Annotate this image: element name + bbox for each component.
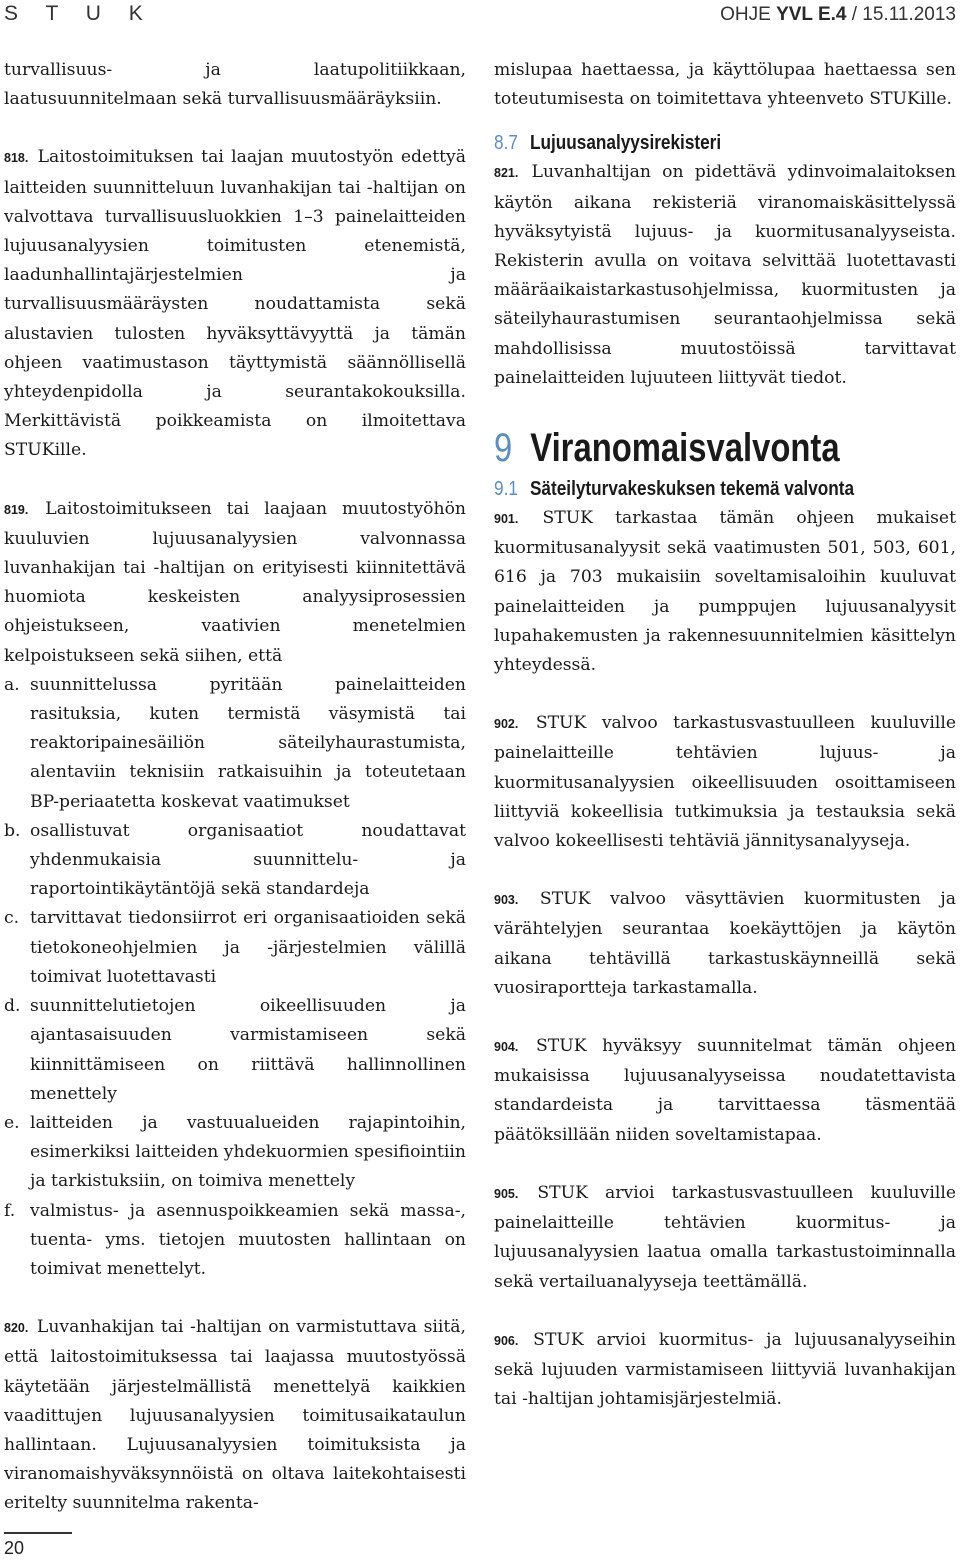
list-item	[4, 1197, 466, 1285]
section-title: Lujuusanalyysirekisteri	[529, 132, 722, 155]
paragraph-number: 901.	[494, 512, 519, 527]
paragraph-number: 821.	[494, 166, 519, 181]
publisher-name: S T U K	[4, 2, 154, 25]
paragraph-number: 902.	[494, 717, 519, 732]
paragraph-number: 906.	[494, 1333, 519, 1348]
chapter-title: Viranomaisvalvonta	[530, 426, 840, 471]
list-marker: b.	[4, 820, 21, 841]
continued-paragraph: mislupaa haettaessa, ja käyttölupaa haettaessa sen toteutumisesta on toimitettava yhteenveto STUKille.	[494, 60, 956, 110]
list-item-text: suunnittelussa pyritään painelaitteiden rasituksia, kuten termistä väsymistä tai reaktoripainesäiliön säteilyhaurastumista, alentaviin teknisiin ratkaisuihin ja toteutetaan BP-periaatetta koskevat vaatimukset	[30, 674, 466, 812]
list-item-text: valmistus- ja asennuspoikkeamien sekä massa-, tuenta- yms. tietojen muutosten hallintaan on toimivat menettelyt.	[30, 1200, 466, 1279]
list-item-text: laitteiden ja vastuualueiden rajapintoihin, esimerkiksi laitteiden yhdekuormien spesifiointiin ja tarkistuksiin, on toimiva menettely	[30, 1112, 466, 1192]
list-marker: c.	[4, 908, 20, 929]
paragraph-text: Luvanhakijan tai -haltijan on varmistuttava siitä, että laitostoimituksessa tai laajassa muutostyössä käytetään järjestelmällistä menettelyä kaikkien vaadittujen lujuusanalyysien toimitusaikataulun hallintaan. Lujuusanalyysien toimituksista ja viranomaishyväksynnöistä on oltava laitekohtaisesti eritelty suunnitelma rakenta-	[4, 1317, 467, 1514]
paragraph-821	[494, 158, 956, 393]
intro-paragraph: turvallisuus- ja laatupolitiikkaan, laatusuunnitelmaan sekä turvallisuusmääräyksiin.	[4, 60, 466, 110]
section-number: 8.7	[494, 132, 518, 155]
paragraph-text: STUK arvioi tarkastusvastuulleen kuuluville painelaitteille tehtävien kuormitus- ja lujuusanalyysien laatua omalla tarkastustoiminnalla sekä vertailuanalyyseja teettämällä.	[494, 1182, 957, 1292]
paragraph-902	[494, 709, 956, 856]
list-item	[4, 1109, 466, 1197]
paragraph-903	[494, 885, 956, 1003]
paragraph-text: STUK arvioi kuormitus- ja lujuusanalyyseihin sekä lujuuden varmistamiseen liittyviä luvanhakijan tai -haltijan johtamisjärjestelmiä.	[494, 1329, 957, 1410]
paragraph-905	[494, 1179, 956, 1297]
list-marker: e.	[4, 1112, 20, 1133]
left-column	[4, 56, 466, 1519]
paragraph-text: STUK tarkastaa tämän ohjeen mukaiset kuormitusanalyysit sekä vaatimusten 501, 503, 601, 616 ja 703 mukaisiin soveltamisaloihin kuuluvat painelaitteiden ja pumppujen lujuusanalyysit lupahakemusten ja rakennesuunnitelmien käsittelyn yhteydessä.	[494, 508, 957, 676]
paragraph-number: 818.	[4, 151, 29, 166]
list-item-text: tarvittavat tiedonsiirrot eri organisaatioiden sekä tietokoneohjelmien ja -järjestelmien välillä toimivat luotettavasti	[30, 908, 466, 987]
guide-code: YVL E.4	[776, 4, 847, 25]
paragraph-text: STUK hyväksyy suunnitelmat tämän ohjeen mukaisissa lujuusanalyyseissa noudatettavista standardeista ja tarvittaessa täsmentää päätöksillään niiden soveltamistapaa.	[494, 1036, 957, 1145]
paragraph-text: Luvanhaltijan on pidettävä ydinvoimalaitoksen käytön aikana rekisteriä viranomaiskäsittelyssä hyväksytyistä lujuus- ja kuormitusanalyyseista. Rekisterin avulla on voitava selvittää luotettavasti määräaikaistarkastusohjelmissa, kuormitusten ja säteilyhaurastumisen seurantaohjelmissa sekä mahdollisissa muutostöissä tarvittavat painelaitteiden lujuuteen liittyvät tiedot.	[494, 162, 956, 388]
chapter-heading-9	[494, 422, 873, 474]
paragraph-text: STUK valvoo tarkastusvastuulleen kuuluville painelaitteille tehtävien lujuus- ja kuormitusanalyysien oikeellisuuden osoittamiseen liittyviä kokeellisia tutkimuksia ja testauksia sekä valvoo kokeellisesti tehtäviä jännitysanalyyseja.	[494, 713, 956, 852]
paragraph-901	[494, 504, 956, 680]
paragraph-number: 904.	[494, 1040, 519, 1055]
list-marker: d.	[4, 996, 21, 1017]
section-title: Säteilyturvakeskuksen tekemä valvonta	[529, 478, 855, 501]
page-header	[0, 0, 960, 32]
list-item	[4, 817, 466, 905]
paragraph-number: 819.	[4, 502, 29, 517]
guide-date: / 15.11.2013	[846, 4, 956, 25]
paragraph-818	[4, 143, 466, 465]
list-item	[4, 671, 466, 817]
paragraph-text: Laitostoimituksen tai laajan muutostyön edettyä laitteiden suunnitteluun luvanhakijan tai -haltijan on valvottava turvallisuusluokkien 1–3 painelaitteiden lujuusanalyysien toimitusten etenemistä, laadunhallintajärjestelmien ja turvallisuusmääräysten noudattamista sekä alustavien tulosten hyväksyttävyyttä ja tämän ohjeen vaatimustason täyttymistä säännöllisellä yhteydenpidolla ja seurantakokouksilla. Merkittävistä poikkeamista on ilmoitettava STUKille.	[4, 147, 466, 461]
section-number: 9.1	[494, 478, 518, 501]
list-marker: a.	[4, 674, 20, 695]
chapter-number: 9	[494, 426, 513, 471]
list-item	[4, 992, 466, 1109]
paragraph-number: 820.	[4, 1321, 29, 1336]
right-column	[494, 56, 956, 1414]
paragraph-text: Laitostoimitukseen tai laajaan muutostyöhön kuuluvien lujuusanalyysien valvonnassa luvanhakijan tai -haltijan on erityisesti kiinnitettävä huomiota keskeisten analyysiprosessien ohjeistukseen, vaativien menetelmien kelpoistukseen sekä siihen, että	[4, 498, 466, 666]
paragraph-number: 905.	[494, 1186, 519, 1201]
guide-reference	[720, 4, 956, 26]
list-item	[4, 904, 466, 992]
paragraph-text: STUK valvoo väsyttävien kuormitusten ja värähtelyjen seurantaa koekäyttöjen ja käytön aikana tehtävillä tarkastuskäynneillä sekä vuosiraportteja tarkastamalla.	[494, 889, 956, 998]
section-heading-8-7	[494, 128, 891, 158]
requirement-list	[4, 671, 466, 1284]
paragraph-number: 903.	[494, 893, 519, 908]
list-marker: f.	[4, 1200, 16, 1221]
paragraph-904	[494, 1032, 956, 1150]
list-item-text: suunnittelutietojen oikeellisuuden ja ajantasaisuuden varmistamiseen sekä kiinnittämiseen on riittävä hallinnollinen menettely	[30, 996, 466, 1104]
section-heading-9-1	[494, 474, 891, 504]
footer-divider	[4, 1532, 72, 1534]
paragraph-820	[4, 1313, 466, 1518]
list-item-text: osallistuvat organisaatiot noudattavat yhdenmukaisia suunnittelu- ja raportointikäytäntöjä sekä standardeja	[30, 820, 466, 900]
page-number: 20	[4, 1538, 25, 1558]
paragraph-819	[4, 495, 466, 671]
guide-prefix: OHJE	[720, 4, 777, 25]
paragraph-906	[494, 1326, 956, 1415]
